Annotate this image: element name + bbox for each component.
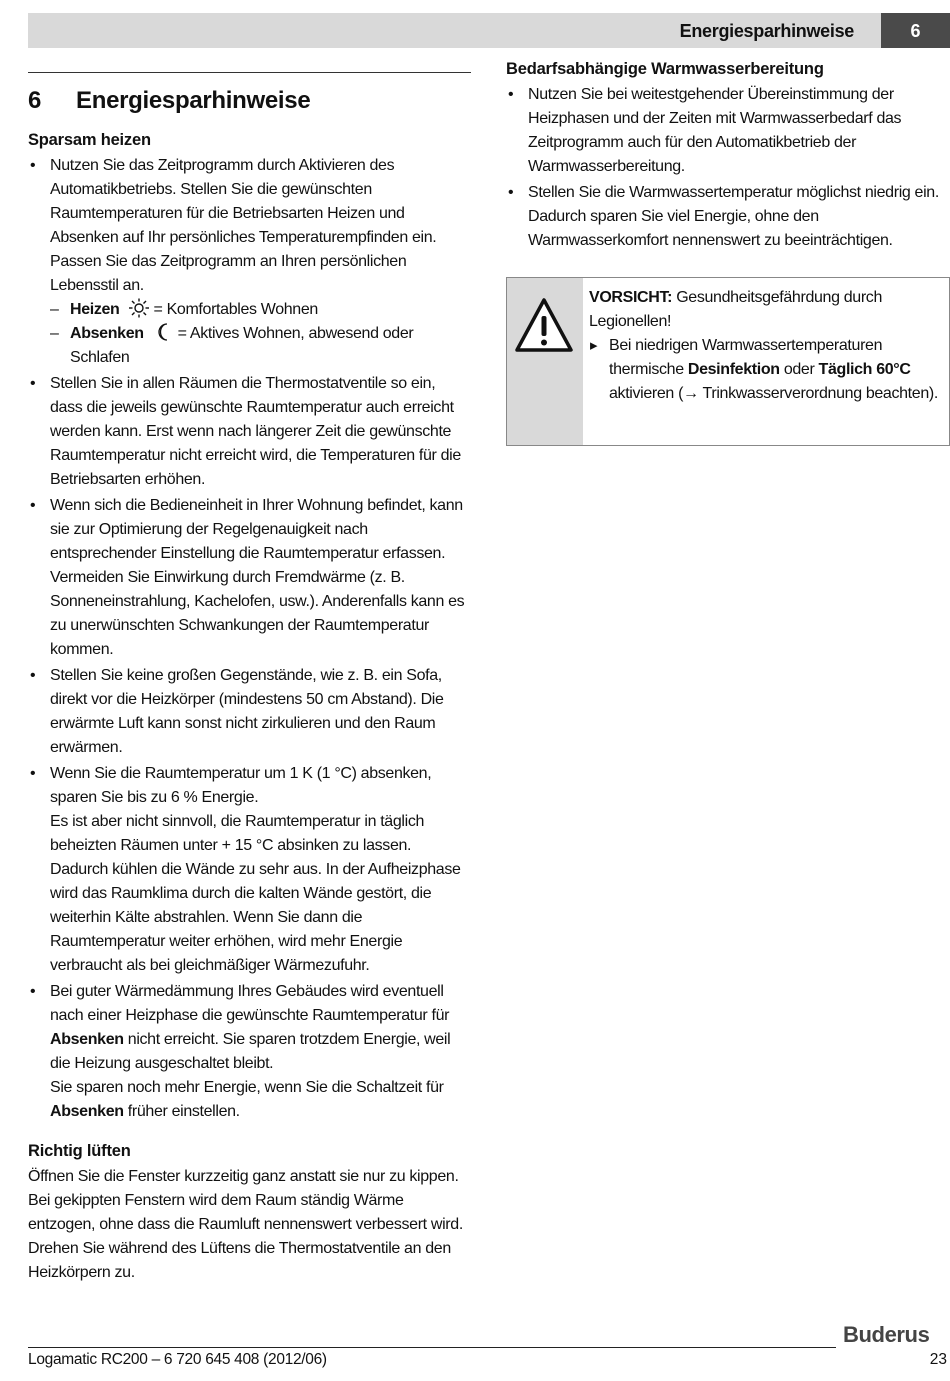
footer-document-id: Logamatic RC200 – 6 720 645 408 (2012/06) [28,1351,327,1368]
warning-box [506,277,950,446]
section-heading-sparsam: Sparsam heizen [28,131,151,149]
bold-run: Absenken [50,1103,124,1120]
list-item: • Stellen Sie in allen Räumen die Thermostatventile so ein, dass die jeweils gewünschte Raumtemperatur auch erreicht werden kann. Erst wenn nach längerer Zeit die gewünschte Raumtemperatur nicht erreicht wird, die Temperaturen für die Betriebsarten erhöhen. [28,372,471,492]
mode-label: Heizen [70,301,120,318]
chapter-heading [28,87,471,115]
section-heading-lueften: Richtig lüften [28,1142,131,1160]
warning-step [589,334,944,406]
list-item [28,154,471,370]
header-title: Energiesparhinweise [679,21,854,41]
text-run: oder [783,361,815,378]
mode-item-absenken [50,322,471,370]
warning-label: VORSICHT: [589,289,673,306]
mode-item-heizen [50,298,471,322]
text-run: aktivieren (→ Trinkwasserverordnung beachten). [609,385,938,402]
warning-icon-panel [507,278,583,445]
sun-icon [127,298,151,318]
paragraph [50,1076,471,1124]
list-item: • Stellen Sie die Warmwassertemperatur möglichst niedrig ein. Dadurch sparen Sie viel Energie, ohne den Warmwasserkomfort nennenswert zu beeinträchtigen. [506,181,946,253]
mode-description: = Komfortables Wohnen [153,301,318,318]
bold-run: Täglich 60°C [818,361,911,378]
bold-run: Absenken [50,1031,124,1048]
chapter-heading-number: 6 [28,87,42,114]
mode-label: Absenken [70,325,144,342]
text-run: Gesundheitsgefährdung durch Legionellen! [589,289,883,330]
left-column [28,72,471,1285]
header-bar [28,13,881,48]
warning-steps [589,334,944,406]
bold-run: Desinfektion [687,361,780,378]
right-column [506,60,946,255]
list-item [28,762,471,978]
list-item: • Wenn sich die Bedieneinheit in Ihrer Wohnung befindet, kann sie zur Optimierung der Regelgenauigkeit nach entsprechender Einstellung die Raumtemperatur erfassen. Vermeiden Sie Einwirkung durch Fremdwärme (z. B. Sonneneinstrahlung, Kachelofen, usw.). Anderenfalls kann es zu unerwünschten Schwankungen der Raumtemperatur kommen. [28,494,471,662]
chapter-heading-title: Energiesparhinweise [76,87,311,114]
list-item: • Stellen Sie keine großen Gegenstände, wie z. B. ein Sofa, direkt vor die Heizkörper (mindestens 50 cm Abstand). Die erwärmte Luft kann sonst nicht zirkulieren und den Raum erwärmen. [28,664,471,760]
warmwasser-list [506,83,946,253]
warning-text [589,286,944,334]
warning-triangle-icon [513,294,575,356]
list-item: • Nutzen Sie bei weitestgehender Übereinstimmung der Heizphasen und der Zeiten mit Warmwasserbedarf das Zeitprogramm auch für den Automatikbetrieb der Warmwasserbereitung. [506,83,946,179]
page-number: 23 [929,1351,947,1368]
mode-description: = Aktives Wohnen, abwesend oder Schlafen [70,325,414,366]
buderus-logo: Buderus [843,1322,930,1347]
section-heading-warmwasser: Bedarfsabhängige Warmwasserbereitung [506,60,824,78]
moon-icon [152,322,176,342]
list-item [28,980,471,1124]
paragraph [50,980,471,1076]
lueften-paragraph: Öffnen Sie die Fenster kurzzeitig ganz anstatt sie nur zu kippen. Bei gekippten Fenstern wird dem Raum ständig Wärme entzogen, ohne dass die Raumluft nennenswert verbessert wird. Drehen Sie während des Lüftens die Thermostatventile an den Heizkörpern zu. [28,1168,463,1281]
chapter-rule [28,72,471,73]
paragraph: • Nutzen Sie das Zeitprogramm durch Aktivieren des Automatikbetriebs. Stellen Sie die gewünschten Raumtemperaturen für die Betriebsarten Heizen und Absenken auf Ihr persönliches Temperaturempfinden ein. Passen Sie das Zeitprogramm an Ihren persönlichen Lebensstil an. [50,157,437,294]
paragraph: Es ist aber nicht sinnvoll, die Raumtemperatur in täglich beheizten Räumen unter + 15 °C absinken zu lassen. Dadurch kühlen die Wände zu sehr aus. In der Aufheizphase wird das Raumklima durch die kalten Wände gestört, die weiterhin Kälte abstrahlen. Wenn Sie dann die Raumtemperatur weiter erhöhen, wird mehr Energie verbraucht als bei gleichmäßiger Wärmezufuhr. [50,813,461,974]
footer-rule [28,1347,836,1348]
text-run: Sie sparen noch mehr Energie, wenn Sie die Schaltzeit für [50,1079,444,1096]
chapter-number-tab: 6 [881,13,950,48]
text-run: Bei niedrigen Warmwassertemperaturen thermische [609,337,883,378]
text-run: nicht erreicht. Sie sparen trotzdem Energie, weil die Heizung ausgeschaltet bleibt. [50,1031,451,1072]
warning-body [589,286,944,406]
paragraph: • Wenn Sie die Raumtemperatur um 1 K (1 °C) absenken, sparen Sie bis zu 6 % Energie. [50,765,432,806]
text-run: Bei guter Wärmedämmung Ihres Gebäudes wird eventuell nach einer Heizphase die gewünschte Raumtemperatur für [50,983,450,1024]
sparsam-list [28,154,471,1124]
text-run: früher einstellen. [127,1103,240,1120]
mode-list [50,298,471,370]
